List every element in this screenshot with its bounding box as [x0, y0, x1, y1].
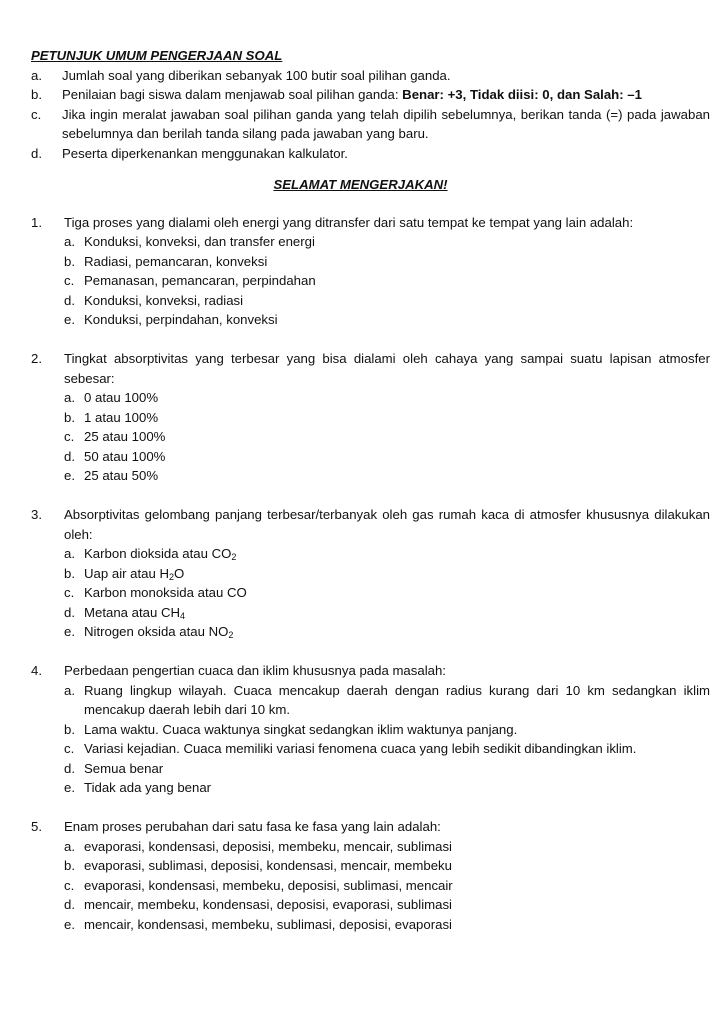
- question-body: [64, 213, 710, 330]
- option-letter: a.: [64, 682, 75, 698]
- option-text: [84, 564, 710, 584]
- option-letter: d.: [64, 448, 75, 464]
- option-letter: b.: [64, 721, 75, 737]
- chemical-subscript: 2: [228, 630, 234, 640]
- option-letter: c.: [64, 273, 75, 288]
- option-text: [84, 856, 710, 876]
- question-number: 4.: [31, 663, 42, 678]
- option-text-main: 1 atau 100%: [84, 409, 159, 425]
- option-text-main: 25 atau 100%: [84, 429, 166, 444]
- option-text-main: evaporasi, kondensasi, membeku, deposisi, sublimasi, mencair: [84, 877, 453, 893]
- option-text-main: Variasi kejadian. Cuaca memiliki variasi fenomena cuaca yang lebih sedikit dibandingkan iklim.: [84, 741, 637, 756]
- option-text: [84, 739, 710, 759]
- option-text: [84, 915, 710, 935]
- option-list: [64, 544, 710, 642]
- option-text: [84, 681, 710, 720]
- option-d: [64, 895, 710, 915]
- question-body: [64, 817, 710, 934]
- chemical-subscript: 2: [169, 571, 175, 582]
- option-letter: b.: [64, 253, 75, 269]
- instruction-text: Jika ingin meralat jawaban soal pilihan ganda yang telah dipilih sebelumnya, berikan tanda (=) pada jawaban sebelumnya dan berilah tanda silang pada jawaban yang baru.: [62, 106, 710, 141]
- question-body: [64, 505, 710, 642]
- option-text: [84, 895, 710, 915]
- option-letter: b.: [64, 565, 75, 581]
- question-number: 3.: [31, 507, 42, 522]
- option-text-main: 50 atau 100%: [84, 448, 166, 464]
- option-d: [64, 291, 710, 311]
- instruction-letter: a.: [31, 67, 42, 83]
- option-text: [84, 544, 710, 564]
- option-list: [64, 232, 710, 330]
- instruction-item: [31, 66, 710, 86]
- instructions-title: PETUNJUK UMUM PENGERJAAN SOAL: [31, 48, 283, 63]
- option-c: [64, 583, 710, 603]
- option-text: [84, 232, 710, 252]
- option-a: [64, 681, 710, 720]
- greeting-heading: SELAMAT MENGERJAKAN!: [273, 177, 448, 192]
- instructions-list: [31, 66, 710, 164]
- option-list: [64, 388, 710, 486]
- question-text: Enam proses perubahan dari satu fasa ke fasa yang lain adalah:: [64, 819, 441, 834]
- instruction-text: [62, 85, 710, 105]
- question-5: [31, 817, 710, 934]
- option-c: [64, 876, 710, 896]
- chemical-subscript: 2: [231, 552, 237, 562]
- option-text: [84, 408, 710, 428]
- instruction-letter: c.: [31, 106, 42, 122]
- option-a: [64, 544, 710, 564]
- option-list: [64, 681, 710, 798]
- option-text-main: evaporasi, sublimasi, deposisi, kondensasi, mencair, membeku: [84, 858, 452, 873]
- question-body: [64, 349, 710, 486]
- option-text-main: Konduksi, konveksi, dan transfer energi: [84, 234, 315, 249]
- question-text: Tiga proses yang dialami oleh energi yang ditransfer dari satu tempat ke tempat yang lain adalah:: [64, 214, 634, 230]
- option-text-suffix: O: [174, 565, 185, 581]
- option-letter: d.: [64, 292, 75, 308]
- option-c: [64, 739, 710, 759]
- option-text-main: Lama waktu. Cuaca waktunya singkat sedangkan iklim waktunya panjang.: [84, 721, 518, 737]
- option-text: [84, 271, 710, 291]
- option-d: [64, 759, 710, 779]
- instruction-text-plain: Penilaian bagi siswa dalam menjawab soal pilihan ganda:: [62, 87, 403, 102]
- question-4: [31, 661, 710, 798]
- option-text-main: Nitrogen oksida atau NO: [84, 624, 229, 639]
- option-letter: d.: [64, 760, 75, 776]
- option-text-main: Karbon dioksida atau CO: [84, 546, 232, 561]
- option-text: [84, 252, 710, 272]
- option-e: [64, 622, 710, 642]
- option-letter: c.: [64, 429, 75, 444]
- option-text-main: evaporasi, kondensasi, deposisi, membeku, mencair, sublimasi: [84, 838, 452, 854]
- option-text-main: 0 atau 100%: [84, 390, 159, 405]
- instruction-letter: d.: [31, 145, 42, 161]
- option-text: [84, 759, 710, 779]
- option-text: [84, 427, 710, 447]
- question-text: Perbedaan pengertian cuaca dan iklim khususnya pada masalah:: [64, 663, 446, 678]
- option-text-main: Konduksi, perpindahan, konveksi: [84, 312, 278, 327]
- question-list: [31, 213, 710, 935]
- option-letter: a.: [64, 838, 75, 854]
- option-text: [84, 310, 710, 330]
- question-2: [31, 349, 710, 486]
- option-e: [64, 466, 710, 486]
- instruction-item: [31, 105, 710, 144]
- option-text-main: Konduksi, konveksi, radiasi: [84, 292, 244, 308]
- question-1: [31, 213, 710, 330]
- option-b: [64, 252, 710, 272]
- question-number: 5.: [31, 819, 42, 834]
- option-text-main: Metana atau CH: [84, 604, 181, 620]
- option-text: [84, 622, 710, 642]
- option-letter: e.: [64, 312, 75, 327]
- option-text-main: Tidak ada yang benar: [84, 780, 212, 795]
- option-letter: a.: [64, 390, 75, 405]
- question-text: Tingkat absorptivitas yang terbesar yang bisa dialami oleh cahaya yang sampai suatu lapisan atmosfer sebesar:: [64, 351, 710, 386]
- option-letter: b.: [64, 858, 75, 873]
- option-text: [84, 466, 710, 486]
- option-e: [64, 915, 710, 935]
- option-text: [84, 603, 710, 623]
- instruction-item: [31, 144, 710, 164]
- option-letter: b.: [64, 409, 75, 425]
- instruction-item: [31, 85, 710, 105]
- option-b: [64, 564, 710, 584]
- option-text: [84, 388, 710, 408]
- instruction-text: Peserta diperkenankan menggunakan kalkulator.: [62, 145, 348, 161]
- option-list: [64, 837, 710, 935]
- question-body: [64, 661, 710, 798]
- question-text: Absorptivitas gelombang panjang terbesar/terbanyak oleh gas rumah kaca di atmosfer khususnya dilakukan oleh:: [64, 507, 710, 542]
- question-3: [31, 505, 710, 642]
- option-letter: a.: [64, 546, 75, 561]
- option-c: [64, 427, 710, 447]
- option-a: [64, 837, 710, 857]
- option-letter: e.: [64, 468, 75, 483]
- question-number: 1.: [31, 214, 42, 230]
- option-text: [84, 447, 710, 467]
- option-e: [64, 778, 710, 798]
- chemical-subscript: 4: [180, 610, 186, 621]
- option-text-main: mencair, membeku, kondensasi, deposisi, evaporasi, sublimasi: [84, 897, 452, 912]
- question-number: 2.: [31, 351, 42, 366]
- option-letter: e.: [64, 780, 75, 795]
- option-d: [64, 603, 710, 623]
- option-d: [64, 447, 710, 467]
- option-c: [64, 271, 710, 291]
- option-text: [84, 837, 710, 857]
- option-text-main: Semua benar: [84, 760, 164, 776]
- option-letter: c.: [64, 585, 75, 600]
- option-text-main: Radiasi, pemancaran, konveksi: [84, 253, 268, 269]
- option-letter: e.: [64, 624, 75, 639]
- instruction-text: Jumlah soal yang diberikan sebanyak 100 butir soal pilihan ganda.: [62, 67, 451, 83]
- option-text: [84, 720, 710, 740]
- option-text: [84, 876, 710, 896]
- option-b: [64, 856, 710, 876]
- option-text: [84, 778, 710, 798]
- option-letter: d.: [64, 897, 75, 912]
- option-e: [64, 310, 710, 330]
- option-text-main: Karbon monoksida atau CO: [84, 585, 247, 600]
- option-text-main: Pemanasan, pemancaran, perpindahan: [84, 273, 316, 288]
- option-letter: c.: [64, 877, 75, 893]
- option-b: [64, 720, 710, 740]
- option-letter: e.: [64, 916, 75, 932]
- option-text: [84, 583, 710, 603]
- option-a: [64, 388, 710, 408]
- option-text-main: Uap air atau H: [84, 565, 170, 581]
- option-letter: a.: [64, 234, 75, 249]
- option-text: [84, 291, 710, 311]
- option-letter: d.: [64, 604, 75, 620]
- option-text-main: 25 atau 50%: [84, 468, 159, 483]
- option-text-main: Ruang lingkup wilayah. Cuaca mencakup daerah dengan radius kurang dari 10 km sedangkan iklim mencakup daerah lebih dari 10 km.: [84, 682, 710, 717]
- scoring-rule: Benar: +3, Tidak diisi: 0, dan Salah: –1: [402, 87, 642, 102]
- option-letter: c.: [64, 741, 75, 756]
- option-text-main: mencair, kondensasi, membeku, sublimasi, deposisi, evaporasi: [84, 916, 452, 932]
- option-b: [64, 408, 710, 428]
- instruction-letter: b.: [31, 87, 42, 102]
- option-a: [64, 232, 710, 252]
